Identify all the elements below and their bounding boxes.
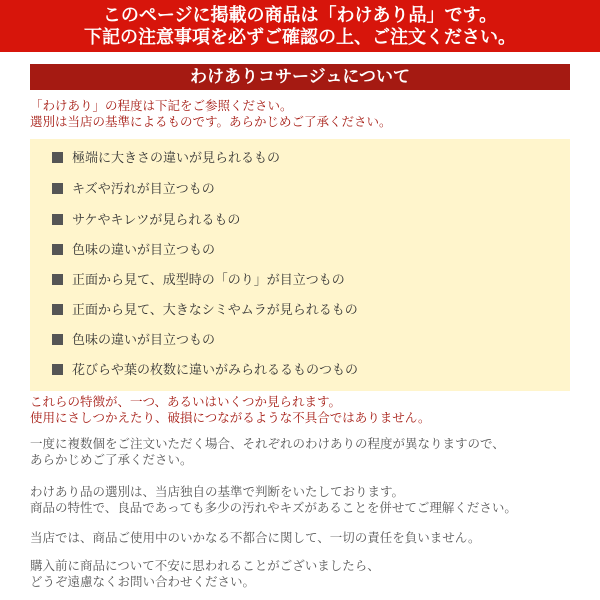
notes-text [30, 394, 580, 426]
intro-line-2: 選別は当店の基準によるものです。あらかじめご了承ください。 [30, 114, 392, 129]
square-bullet-icon [52, 304, 63, 315]
paragraph [30, 530, 580, 546]
list-item: 正面から見て、大きなシミやムラが見られるもの [52, 301, 358, 321]
notes-line-1: これらの特徴が、一つ、あるいはいくつか見られます。 [30, 394, 342, 409]
square-bullet-icon [52, 334, 63, 345]
square-bullet-icon [52, 364, 63, 375]
paragraph-line-2: 商品の特性で、良品であっても多少の汚れやキズがあることを併せてご理解ください。 [30, 500, 517, 515]
list-item: キズや汚れが目立つもの [52, 180, 215, 200]
square-bullet-icon [52, 274, 63, 285]
list-item: サケやキレツが見られるもの [52, 211, 240, 231]
paragraph-line-1: わけあり品の選別は、当店独自の基準で判断をいたしております。 [30, 484, 405, 499]
paragraph-line-1: 購入前に商品について不安に思われることがございましたら、 [30, 558, 380, 573]
paragraph [30, 484, 580, 516]
square-bullet-icon [52, 183, 63, 194]
notes-line-2: 使用にさしつかえたり、破損につながるような不具合ではありません。 [30, 410, 431, 425]
warning-banner [0, 0, 600, 52]
intro-line-1: 「わけあり」の程度は下記をご参照ください。 [30, 98, 293, 113]
paragraph-line-1: 一度に複数個をご注文いただく場合、それぞれのわけありの程度が異なりますので、 [30, 436, 505, 451]
square-bullet-icon [52, 152, 63, 163]
section-title: わけありコサージュについて [30, 64, 570, 90]
paragraph-line-2: どうぞ遠慮なくお問い合わせください。 [30, 574, 256, 589]
intro-text [30, 98, 575, 130]
list-item: 色味の違いが目立つもの [52, 331, 215, 351]
banner-line-2: 下記の注意事項を必ずご確認の上、ご注文ください。 [84, 27, 516, 48]
list-item: 正面から見て、成型時の「のり」が目立つもの [52, 271, 345, 291]
paragraph-line-2: あらかじめご了承ください。 [30, 452, 193, 467]
list-item: 花びらや葉の枚数に違いがみられるるものつもの [52, 361, 358, 381]
list-item: 極端に大きさの違いが見られるもの [52, 149, 280, 169]
paragraph-line-1: 当店では、商品ご使用中のいかなる不都合に関して、一切の責任を負いません。 [30, 530, 481, 545]
paragraph [30, 558, 580, 590]
square-bullet-icon [52, 244, 63, 255]
paragraph [30, 436, 580, 468]
banner-line-1: このページに掲載の商品は「わけあり品」です。 [102, 5, 498, 26]
defect-list [30, 139, 570, 391]
list-item: 色味の違いが目立つもの [52, 241, 215, 261]
square-bullet-icon [52, 214, 63, 225]
